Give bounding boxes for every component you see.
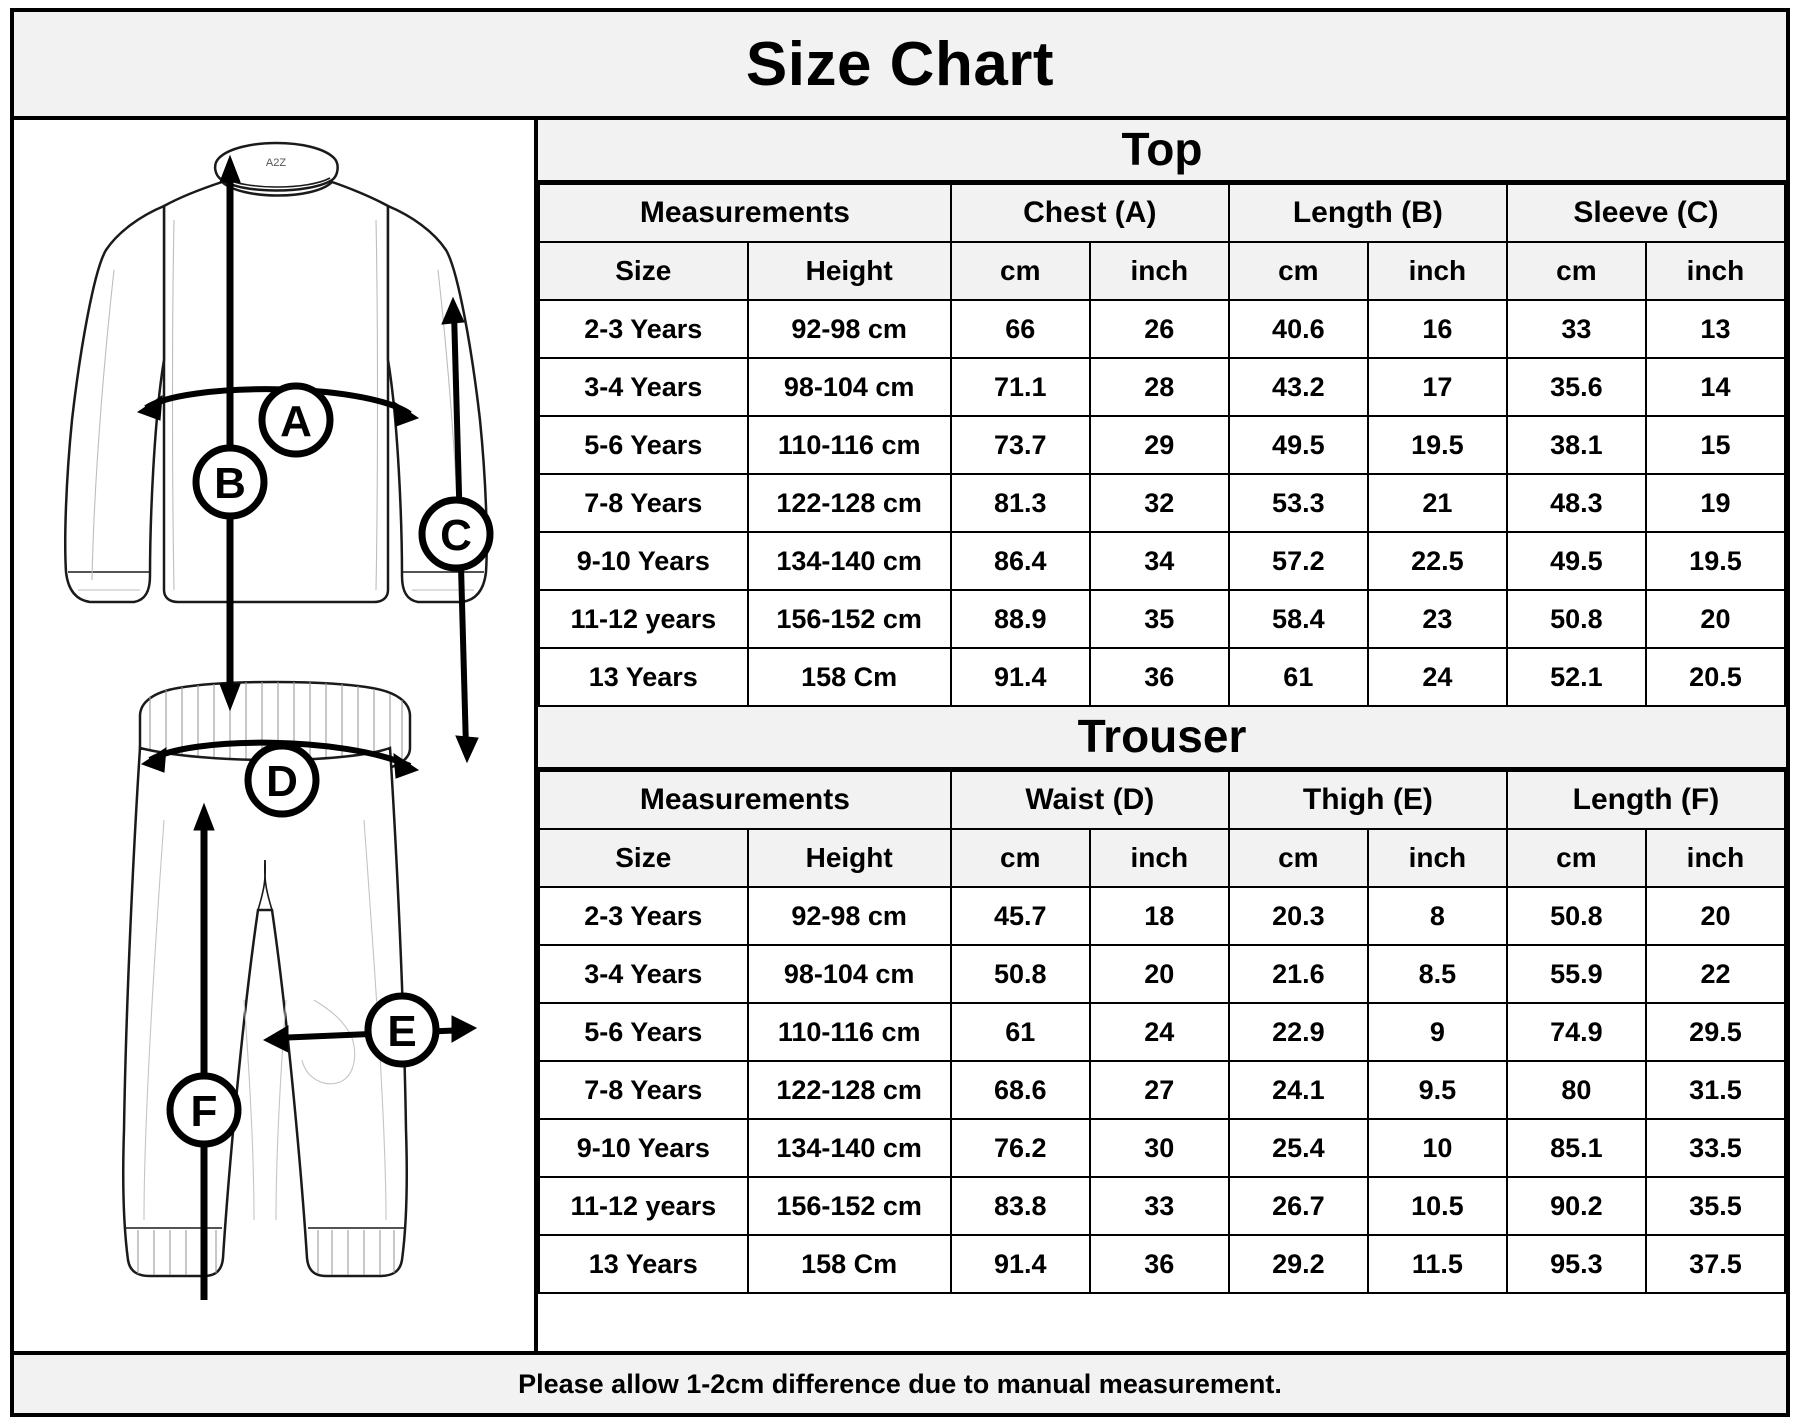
- svg-text:C: C: [440, 511, 472, 560]
- cell-waist-cm: 61: [951, 1003, 1090, 1061]
- cell-chest-inch: 28: [1090, 358, 1229, 416]
- cell-length-cm: 57.2: [1229, 532, 1368, 590]
- subheader-height: Height: [748, 829, 951, 887]
- table-top: [538, 183, 1786, 707]
- header-measurements: Measurements: [539, 184, 951, 242]
- subheader-waist-inch: inch: [1090, 829, 1229, 887]
- chart-frame: [10, 8, 1790, 1417]
- subheader-sleeve-cm: cm: [1507, 242, 1646, 300]
- cell-thigh-cm: 21.6: [1229, 945, 1368, 1003]
- subheader-length-inch: inch: [1646, 829, 1785, 887]
- cell-height: 110-116 cm: [748, 1003, 951, 1061]
- cell-thigh-cm: 25.4: [1229, 1119, 1368, 1177]
- subheader-chest-cm: cm: [951, 242, 1090, 300]
- garment-illustration: [14, 120, 538, 1351]
- cell-length-cm: 58.4: [1229, 590, 1368, 648]
- cell-waist-cm: 83.8: [951, 1177, 1090, 1235]
- cell-size: 5-6 Years: [539, 1003, 748, 1061]
- cell-length-cm: 61: [1229, 648, 1368, 706]
- cell-length-inch: 33.5: [1646, 1119, 1785, 1177]
- header-length: Length (F): [1507, 771, 1785, 829]
- cell-length-cm: 80: [1507, 1061, 1646, 1119]
- cell-waist-inch: 36: [1090, 1235, 1229, 1293]
- subheader-size: Size: [539, 829, 748, 887]
- cell-thigh-inch: 10: [1368, 1119, 1507, 1177]
- cell-thigh-cm: 26.7: [1229, 1177, 1368, 1235]
- cell-sleeve-cm: 38.1: [1507, 416, 1646, 474]
- cell-length-inch: 31.5: [1646, 1061, 1785, 1119]
- cell-sleeve-inch: 19: [1646, 474, 1785, 532]
- table-row: [539, 1061, 1785, 1119]
- cell-length-cm: 53.3: [1229, 474, 1368, 532]
- cell-waist-cm: 91.4: [951, 1235, 1090, 1293]
- cell-height: 134-140 cm: [748, 1119, 951, 1177]
- cell-size: 11-12 years: [539, 590, 748, 648]
- cell-height: 122-128 cm: [748, 474, 951, 532]
- cell-size: 11-12 years: [539, 1177, 748, 1235]
- cell-size: 13 Years: [539, 648, 748, 706]
- chart-body: [14, 120, 1786, 1351]
- cell-chest-cm: 86.4: [951, 532, 1090, 590]
- title-bar: [14, 12, 1786, 120]
- cell-thigh-inch: 11.5: [1368, 1235, 1507, 1293]
- cell-height: 156-152 cm: [748, 1177, 951, 1235]
- table-row: [539, 416, 1785, 474]
- table-row: [539, 532, 1785, 590]
- section-title-top: Top: [538, 120, 1786, 183]
- cell-size: 7-8 Years: [539, 474, 748, 532]
- cell-length-inch: 35.5: [1646, 1177, 1785, 1235]
- cell-length-cm: 74.9: [1507, 1003, 1646, 1061]
- table-row: [539, 1177, 1785, 1235]
- svg-text:A2Z: A2Z: [265, 157, 287, 169]
- cell-sleeve-cm: 35.6: [1507, 358, 1646, 416]
- cell-length-inch: 22.5: [1368, 532, 1507, 590]
- footer-note-text: Please allow 1-2cm difference due to manual measurement.: [518, 1368, 1282, 1399]
- cell-size: 13 Years: [539, 1235, 748, 1293]
- table-row: [539, 1235, 1785, 1293]
- cell-chest-cm: 91.4: [951, 648, 1090, 706]
- cell-chest-cm: 88.9: [951, 590, 1090, 648]
- cell-chest-inch: 36: [1090, 648, 1229, 706]
- cell-length-inch: 24: [1368, 648, 1507, 706]
- svg-text:F: F: [190, 1087, 218, 1136]
- cell-height: 134-140 cm: [748, 532, 951, 590]
- page-title: Size Chart: [745, 29, 1055, 99]
- cell-sleeve-inch: 20: [1646, 590, 1785, 648]
- cell-thigh-inch: 9: [1368, 1003, 1507, 1061]
- table-row: [539, 945, 1785, 1003]
- cell-thigh-inch: 8.5: [1368, 945, 1507, 1003]
- table-row: [539, 300, 1785, 358]
- cell-height: 158 Cm: [748, 648, 951, 706]
- table-row: [539, 590, 1785, 648]
- cell-sleeve-inch: 15: [1646, 416, 1785, 474]
- cell-waist-inch: 20: [1090, 945, 1229, 1003]
- cell-chest-cm: 81.3: [951, 474, 1090, 532]
- subheader-waist-cm: cm: [951, 829, 1090, 887]
- cell-thigh-cm: 24.1: [1229, 1061, 1368, 1119]
- cell-sleeve-cm: 50.8: [1507, 590, 1646, 648]
- table-trouser-sub-header: [539, 829, 1785, 887]
- table-row: [539, 1003, 1785, 1061]
- cell-length-cm: 40.6: [1229, 300, 1368, 358]
- header-thigh: Thigh (E): [1229, 771, 1507, 829]
- subheader-height: Height: [748, 242, 951, 300]
- cell-size: 5-6 Years: [539, 416, 748, 474]
- cell-size: 2-3 Years: [539, 300, 748, 358]
- cell-sleeve-inch: 20.5: [1646, 648, 1785, 706]
- cell-height: 158 Cm: [748, 1235, 951, 1293]
- cell-size: 2-3 Years: [539, 887, 748, 945]
- cell-length-cm: 90.2: [1507, 1177, 1646, 1235]
- cell-length-cm: 43.2: [1229, 358, 1368, 416]
- cell-sleeve-inch: 13: [1646, 300, 1785, 358]
- cell-sleeve-cm: 52.1: [1507, 648, 1646, 706]
- cell-height: 122-128 cm: [748, 1061, 951, 1119]
- cell-chest-inch: 26: [1090, 300, 1229, 358]
- cell-thigh-cm: 29.2: [1229, 1235, 1368, 1293]
- subheader-sleeve-inch: inch: [1646, 242, 1785, 300]
- cell-height: 98-104 cm: [748, 358, 951, 416]
- subheader-length-inch: inch: [1368, 242, 1507, 300]
- cell-size: 3-4 Years: [539, 945, 748, 1003]
- table-row: [539, 648, 1785, 706]
- cell-waist-inch: 33: [1090, 1177, 1229, 1235]
- table-top-group-header: [539, 184, 1785, 242]
- cell-chest-inch: 29: [1090, 416, 1229, 474]
- subheader-thigh-cm: cm: [1229, 829, 1368, 887]
- cell-chest-inch: 32: [1090, 474, 1229, 532]
- cell-waist-inch: 27: [1090, 1061, 1229, 1119]
- cell-thigh-inch: 9.5: [1368, 1061, 1507, 1119]
- cell-waist-inch: 18: [1090, 887, 1229, 945]
- header-measurements: Measurements: [539, 771, 951, 829]
- svg-text:A: A: [280, 397, 312, 446]
- cell-height: 92-98 cm: [748, 300, 951, 358]
- table-trouser-group-header: [539, 771, 1785, 829]
- table-row: [539, 1119, 1785, 1177]
- table-row: [539, 358, 1785, 416]
- table-top-sub-header: [539, 242, 1785, 300]
- svg-text:B: B: [214, 459, 246, 508]
- cell-waist-cm: 68.6: [951, 1061, 1090, 1119]
- svg-text:D: D: [266, 757, 298, 806]
- garment-diagram: [14, 120, 534, 1300]
- subheader-thigh-inch: inch: [1368, 829, 1507, 887]
- cell-size: 3-4 Years: [539, 358, 748, 416]
- cell-height: 98-104 cm: [748, 945, 951, 1003]
- cell-thigh-inch: 8: [1368, 887, 1507, 945]
- cell-waist-inch: 30: [1090, 1119, 1229, 1177]
- cell-waist-inch: 24: [1090, 1003, 1229, 1061]
- subheader-length-cm: cm: [1507, 829, 1646, 887]
- table-trouser: [538, 770, 1786, 1294]
- table-row: [539, 887, 1785, 945]
- cell-sleeve-cm: 49.5: [1507, 532, 1646, 590]
- cell-length-inch: 22: [1646, 945, 1785, 1003]
- cell-length-cm: 49.5: [1229, 416, 1368, 474]
- cell-thigh-inch: 10.5: [1368, 1177, 1507, 1235]
- header-waist: Waist (D): [951, 771, 1229, 829]
- cell-size: 7-8 Years: [539, 1061, 748, 1119]
- cell-height: 92-98 cm: [748, 887, 951, 945]
- cell-length-cm: 55.9: [1507, 945, 1646, 1003]
- cell-size: 9-10 Years: [539, 532, 748, 590]
- table-row: [539, 474, 1785, 532]
- cell-thigh-cm: 22.9: [1229, 1003, 1368, 1061]
- cell-thigh-cm: 20.3: [1229, 887, 1368, 945]
- cell-length-cm: 95.3: [1507, 1235, 1646, 1293]
- cell-size: 9-10 Years: [539, 1119, 748, 1177]
- section-title-trouser: Trouser: [538, 707, 1786, 770]
- cell-waist-cm: 50.8: [951, 945, 1090, 1003]
- cell-length-inch: 17: [1368, 358, 1507, 416]
- cell-length-cm: 85.1: [1507, 1119, 1646, 1177]
- header-chest: Chest (A): [951, 184, 1229, 242]
- cell-waist-cm: 45.7: [951, 887, 1090, 945]
- cell-height: 110-116 cm: [748, 416, 951, 474]
- cell-chest-inch: 35: [1090, 590, 1229, 648]
- cell-length-cm: 50.8: [1507, 887, 1646, 945]
- cell-length-inch: 16: [1368, 300, 1507, 358]
- cell-length-inch: 20: [1646, 887, 1785, 945]
- cell-length-inch: 29.5: [1646, 1003, 1785, 1061]
- cell-sleeve-cm: 33: [1507, 300, 1646, 358]
- header-sleeve: Sleeve (C): [1507, 184, 1785, 242]
- cell-waist-cm: 76.2: [951, 1119, 1090, 1177]
- cell-length-inch: 23: [1368, 590, 1507, 648]
- svg-text:E: E: [387, 1007, 417, 1056]
- cell-chest-cm: 71.1: [951, 358, 1090, 416]
- cell-sleeve-inch: 19.5: [1646, 532, 1785, 590]
- subheader-length-cm: cm: [1229, 242, 1368, 300]
- cell-sleeve-cm: 48.3: [1507, 474, 1646, 532]
- cell-length-inch: 19.5: [1368, 416, 1507, 474]
- cell-height: 156-152 cm: [748, 590, 951, 648]
- cell-chest-cm: 66: [951, 300, 1090, 358]
- measurement-tables: [538, 120, 1786, 1351]
- footer-note: [14, 1351, 1786, 1413]
- subheader-size: Size: [539, 242, 748, 300]
- header-length: Length (B): [1229, 184, 1507, 242]
- subheader-chest-inch: inch: [1090, 242, 1229, 300]
- cell-chest-inch: 34: [1090, 532, 1229, 590]
- cell-chest-cm: 73.7: [951, 416, 1090, 474]
- cell-length-inch: 21: [1368, 474, 1507, 532]
- cell-length-inch: 37.5: [1646, 1235, 1785, 1293]
- cell-sleeve-inch: 14: [1646, 358, 1785, 416]
